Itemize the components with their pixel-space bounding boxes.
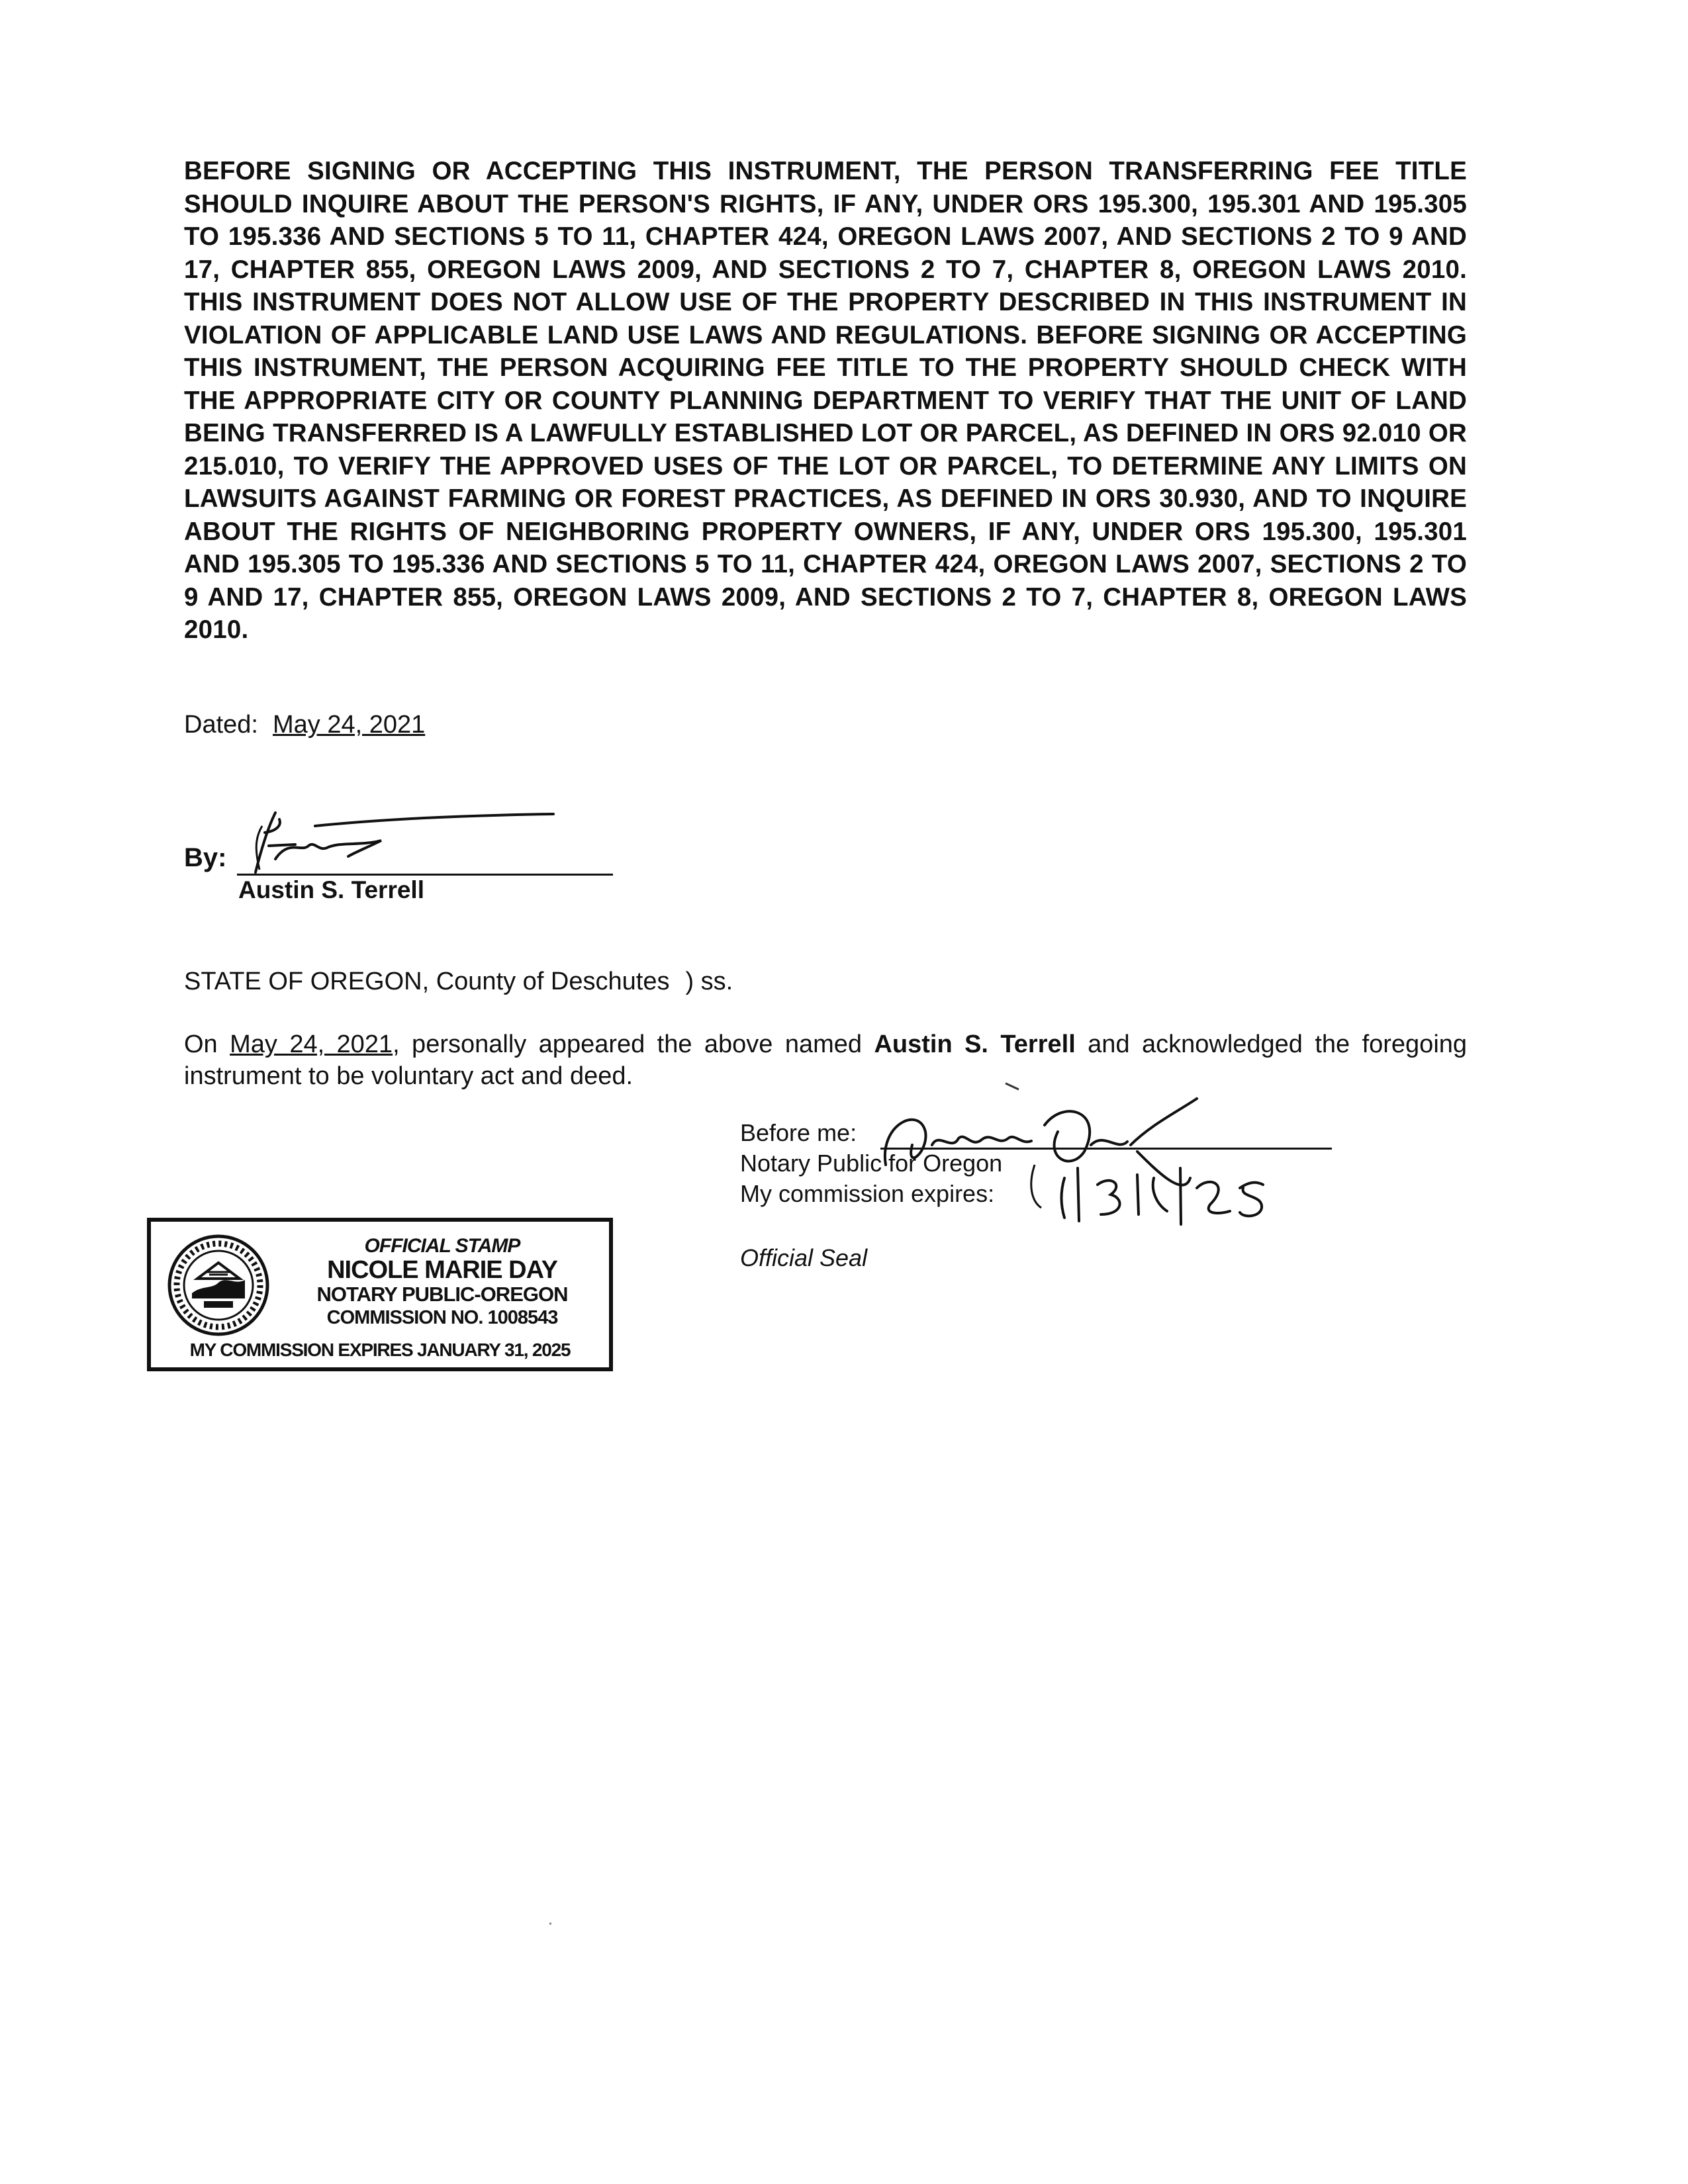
stamp-text	[277, 1235, 608, 1329]
before-me-label: Before me:	[740, 1119, 857, 1146]
notary-public-label: Notary Public for Oregon	[740, 1150, 1003, 1177]
ack-date: May 24, 2021	[230, 1030, 393, 1058]
venue-line	[184, 968, 733, 996]
stamp-expiration: MY COMMISSION EXPIRES JANUARY 31, 2025	[189, 1340, 571, 1360]
signature-block	[184, 815, 621, 908]
ack-name: Austin S. Terrell	[874, 1030, 1076, 1058]
oregon-state-seal-icon	[165, 1232, 271, 1338]
commission-expires-label: My commission expires:	[740, 1180, 995, 1207]
land-use-disclaimer: BEFORE SIGNING OR ACCEPTING THIS INSTRUMENT, THE PERSON TRANSFERRING FEE TITLE SHOULD INQUIRE ABOUT THE PERSON'S RIGHTS, IF ANY, UNDER ORS 195.300, 195.301 AND 195.305 TO 195.336 AND SECTIONS 5 TO 11, CHAPTER 424, OREGON LAWS 2007, AND SECTIONS 2 TO 9 AND 17, CHAPTER 855, OREGON LAWS 2009, AND SECTIONS 2 TO 7, CHAPTER 8, OREGON LAWS 2010. THIS INSTRUMENT DOES NOT ALLOW USE OF THE PROPERTY DESCRIBED IN THIS INSTRUMENT IN VIOLATION OF APPLICABLE LAND USE LAWS AND REGULATIONS. BEFORE SIGNING OR ACCEPTING THIS INSTRUMENT, THE PERSON ACQUIRING FEE TITLE TO THE PROPERTY SHOULD CHECK WITH THE APPROPRIATE CITY OR COUNTY PLANNING DEPARTMENT TO VERIFY THAT THE UNIT OF LAND BEING TRANSFERRED IS A LAWFULLY ESTABLISHED LOT OR PARCEL, AS DEFINED IN ORS 92.010 OR 215.010, TO VERIFY THE APPROVED USES OF THE LOT OR PARCEL, TO DETERMINE ANY LIMITS ON LAWSUITS AGAINST FARMING OR FOREST PRACTICES, AS DEFINED IN ORS 30.930, AND TO INQUIRE ABOUT THE RIGHTS OF NEIGHBORING PROPERTY OWNERS, IF ANY, UNDER ORS 195.300, 195.301 AND 195.305 TO 195.336 AND SECTIONS 5 TO 11, CHAPTER 424, OREGON LAWS 2007, SECTIONS 2 TO 9 AND 17, CHAPTER 855, OREGON LAWS 2009, AND SECTIONS 2 TO 7, CHAPTER 8, OREGON LAWS 2010.	[184, 157, 1467, 644]
acknowledgment-paragraph	[184, 1028, 1467, 1092]
dated-line	[184, 711, 425, 739]
handwritten-expiration-date-icon	[1051, 1158, 1276, 1231]
state-county: STATE OF OREGON, County of Deschutes	[184, 968, 670, 995]
dated-value: May 24, 2021	[272, 711, 426, 739]
notary-block	[740, 1118, 1468, 1264]
ack-suffix: and acknowledged the foregoing instrument to be voluntary act and deed.	[184, 1030, 1468, 1090]
stamp-notary-title: NOTARY PUBLIC-OREGON	[316, 1283, 568, 1306]
signature-line	[237, 874, 613, 876]
stamp-heading: OFFICIAL STAMP	[364, 1235, 520, 1257]
official-notary-stamp	[147, 1218, 613, 1371]
ack-prefix: On	[184, 1030, 218, 1058]
stamp-notary-name: NICOLE MARIE DAY	[327, 1256, 557, 1284]
stamp-commission-number: COMMISSION NO. 1008543	[326, 1307, 558, 1328]
scan-speck	[549, 1923, 551, 1925]
signer-name: Austin S. Terrell	[238, 876, 424, 903]
ss-mark: ) ss.	[685, 968, 733, 995]
by-label: By:	[184, 843, 227, 872]
ack-middle: , personally appeared the above named	[393, 1030, 863, 1058]
official-seal-label: Official Seal	[740, 1244, 868, 1271]
dated-label: Dated:	[184, 711, 258, 739]
